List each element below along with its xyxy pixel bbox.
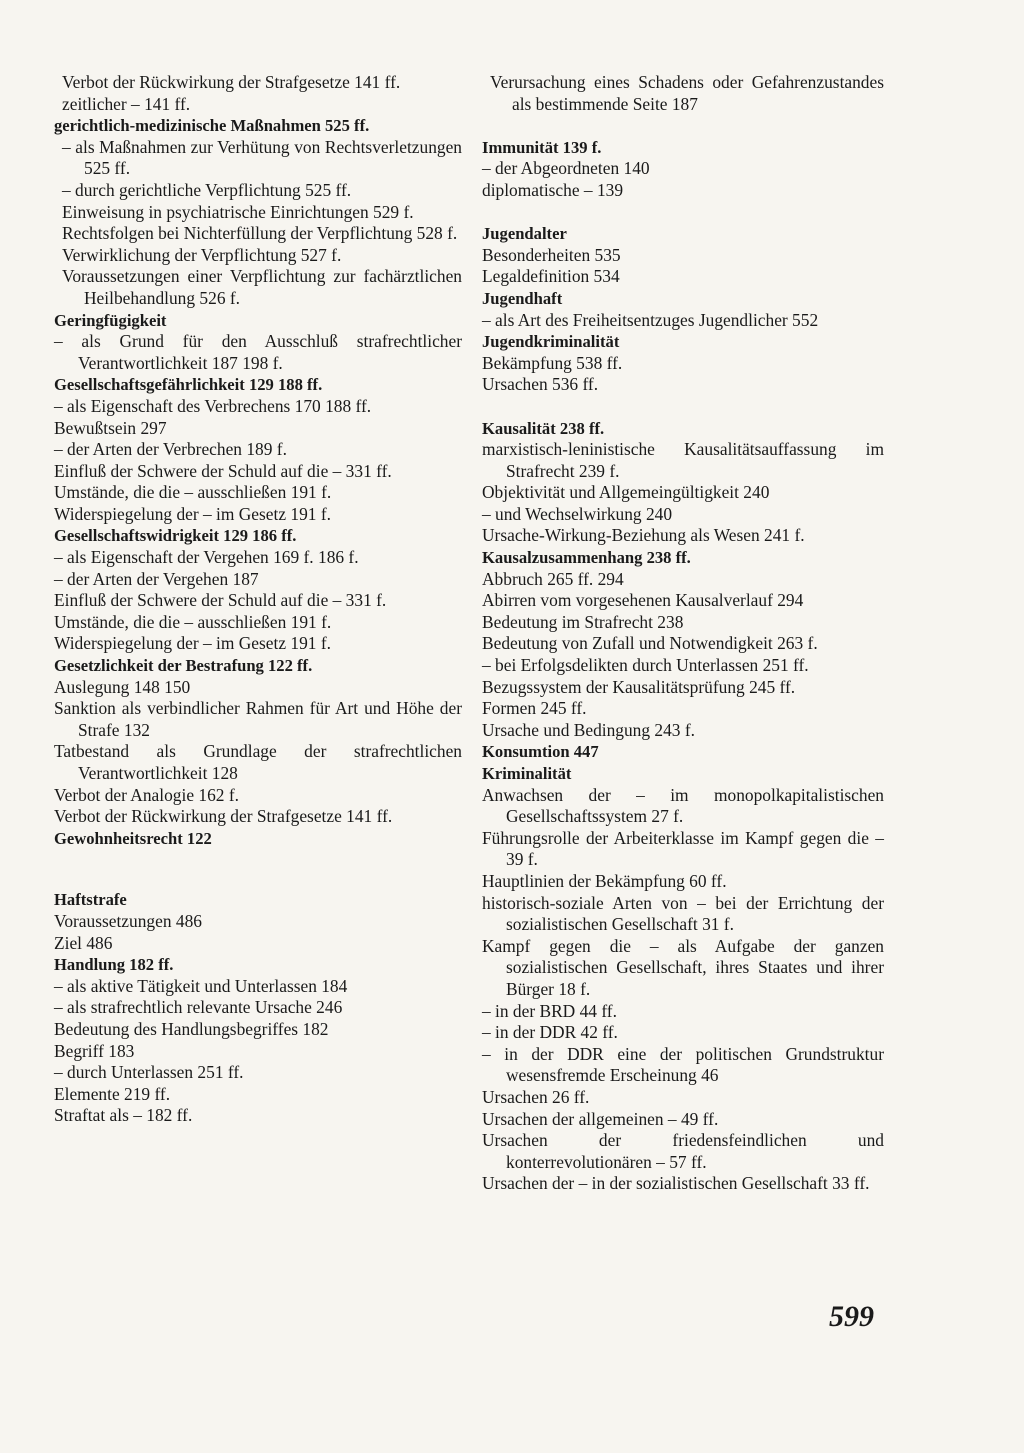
index-entry: Umstände, die die – ausschließen 191 f. — [54, 611, 332, 632]
index-entry: – in der DDR 42 ff. — [482, 1022, 618, 1043]
index-heading: Kausalzusammenhang 238 ff. — [482, 548, 691, 568]
index-entry: Verursachung eines Schadens oder Gefahrenzustandes als bestimmende Seite 187 — [490, 72, 884, 114]
index-entry: – als strafrechtlich relevante Ursache 246 — [54, 997, 343, 1018]
index-entry: marxistisch-leninistische Kausalitätsauffassung im Strafrecht 239 f. — [482, 439, 884, 481]
index-entry: Hauptlinien der Bekämpfung 60 ff. — [482, 870, 727, 891]
index-entry: Umstände, die die – ausschließen 191 f. — [54, 482, 332, 503]
index-entry: Bewußtsein 297 — [54, 417, 167, 438]
index-entry: Ziel 486 — [54, 932, 113, 953]
index-column-right — [482, 72, 884, 1195]
index-entry: – in der BRD 44 ff. — [482, 1000, 617, 1021]
index-entry: Bedeutung des Handlungsbegriffes 182 — [54, 1018, 329, 1039]
index-entry: Ursachen der allgemeinen – 49 ff. — [482, 1108, 719, 1129]
index-heading: Gesellschaftswidrigkeit 129 186 ff. — [54, 526, 297, 546]
index-entry: Elemente 219 ff. — [54, 1083, 171, 1104]
index-heading: Jugendalter — [482, 224, 567, 244]
index-heading: Kriminalität — [482, 764, 572, 783]
index-heading: gerichtlich-medizinische Maßnahmen 525 ff. — [54, 116, 370, 136]
index-entry: – als Eigenschaft der Vergehen 169 f. 186 f. — [54, 547, 359, 568]
index-heading: Konsumtion 447 — [482, 742, 599, 762]
index-entry: Voraussetzungen einer Verpflichtung zur fachärztlichen Heilbehandlung 526 f. — [62, 266, 462, 308]
index-entry: – der Arten der Vergehen 187 — [54, 568, 259, 589]
index-entry: Ursachen 536 ff. — [482, 374, 599, 395]
index-entry: Ursachen 26 ff. — [482, 1086, 590, 1107]
index-entry: Verbot der Rückwirkung der Strafgesetze 141 ff. — [62, 72, 401, 92]
index-entry: Tatbestand als Grundlage der strafrechtlichen Verantwortlichkeit 128 — [54, 741, 462, 783]
index-entry: – als aktive Tätigkeit und Unterlassen 184 — [54, 975, 348, 996]
index-entry: Verwirklichung der Verpflichtung 527 f. — [62, 244, 342, 265]
index-entry: Besonderheiten 535 — [482, 244, 621, 265]
spacer — [482, 202, 884, 224]
index-entry: – bei Erfolgsdelikten durch Unterlassen 251 ff. — [482, 655, 809, 676]
index-heading: Jugendkriminalität — [482, 332, 620, 352]
index-entry: Voraussetzungen 486 — [54, 910, 202, 931]
index-entry: Sanktion als verbindlicher Rahmen für Art und Höhe der Strafe 132 — [54, 698, 462, 740]
index-column-left — [54, 72, 462, 1127]
index-entry: Anwachsen der – im monopolkapitalistischen Gesellschaftssystem 27 f. — [482, 784, 884, 827]
index-heading: Gesellschaftsgefährlichkeit 129 188 ff. — [54, 375, 323, 395]
index-entry: Legaldefinition 534 — [482, 266, 620, 287]
index-entry: Kampf gegen die – als Aufgabe der ganzen sozialistischen Gesellschaft, ihres Staates und ihrer Bürger 18 f. — [482, 935, 884, 999]
index-heading: Gewohnheitsrecht 122 — [54, 828, 212, 848]
index-entry: – als Eigenschaft des Verbrechens 170 188 ff. — [54, 395, 372, 416]
index-entry: Bezugssystem der Kausalitätsprüfung 245 ff. — [482, 676, 796, 697]
index-entry: – durch gerichtliche Verpflichtung 525 ff. — [62, 179, 352, 200]
index-entry: Begriff 183 — [54, 1040, 135, 1061]
index-entry: Abirren vom vorgesehenen Kausalverlauf 294 — [482, 590, 804, 611]
index-entry: diplomatische – 139 — [482, 179, 624, 200]
index-entry: Objektivität und Allgemeingültigkeit 240 — [482, 482, 770, 503]
index-entry: Auslegung 148 150 — [54, 676, 191, 697]
index-entry: – in der DDR eine der politischen Grundstruktur wesensfremde Erscheinung 46 — [482, 1043, 884, 1086]
index-entry: Einfluß der Schwere der Schuld auf die – 331 f. — [54, 590, 387, 611]
index-entry: Ursachen der friedensfeindlichen und konterrevolutionären – 57 ff. — [482, 1130, 884, 1172]
index-entry: Führungsrolle der Arbeiterklasse im Kampf gegen die – 39 f. — [482, 827, 884, 870]
spacer — [54, 849, 462, 889]
index-entry: Bekämpfung 538 ff. — [482, 352, 623, 373]
index-entry: Abbruch 265 ff. 294 — [482, 568, 624, 589]
index-entry: – der Abgeordneten 140 — [482, 158, 650, 179]
index-heading: Geringfügigkeit — [54, 310, 167, 330]
index-entry: Bedeutung von Zufall und Notwendigkeit 263 f. — [482, 633, 818, 654]
spacer — [482, 115, 884, 137]
index-entry: Formen 245 ff. — [482, 698, 587, 719]
index-entry: Ursachen der – in der sozialistischen Gesellschaft 33 ff. — [482, 1173, 870, 1194]
index-entry: Bedeutung im Strafrecht 238 — [482, 611, 684, 632]
index-heading: Immunität 139 f. — [482, 137, 602, 157]
index-entry: – der Arten der Verbrechen 189 f. — [54, 439, 287, 460]
index-entry: – als Maßnahmen zur Verhütung von Rechtsverletzungen 525 ff. — [62, 136, 462, 179]
index-entry: – als Art des Freiheitsentzuges Jugendlicher 552 — [482, 309, 819, 330]
index-entry: – als Grund für den Ausschluß strafrechtlicher Verantwortlichkeit 187 198 f. — [54, 331, 462, 373]
index-entry: Rechtsfolgen bei Nichterfüllung der Verpflichtung 528 f. — [62, 223, 458, 244]
index-entry: Widerspiegelung der – im Gesetz 191 f. — [54, 503, 331, 524]
index-entry: Widerspiegelung der – im Gesetz 191 f. — [54, 633, 331, 654]
index-heading: Haftstrafe — [54, 890, 127, 910]
index-entry: Verbot der Analogie 162 f. — [54, 784, 239, 805]
index-entry: Einweisung in psychiatrische Einrichtungen 529 f. — [62, 201, 414, 222]
index-entry: Ursache und Bedingung 243 f. — [482, 719, 695, 740]
spacer — [482, 396, 884, 418]
index-entry: historisch-soziale Arten von – bei der Errichtung der sozialistischen Gesellschaft 31 f. — [482, 892, 884, 935]
index-entry: – und Wechselwirkung 240 — [482, 503, 673, 524]
index-entry: Einfluß der Schwere der Schuld auf die – 331 ff. — [54, 460, 392, 481]
page-number: 599 — [829, 1300, 874, 1333]
index-entry: Straftat als – 182 ff. — [54, 1105, 193, 1126]
index-entry: Verbot der Rückwirkung der Strafgesetze 141 ff. — [54, 806, 393, 827]
index-entry: Ursache-Wirkung-Beziehung als Wesen 241 f. — [482, 525, 805, 546]
index-entry: – durch Unterlassen 251 ff. — [54, 1062, 244, 1083]
index-heading: Kausalität 238 ff. — [482, 418, 605, 438]
index-heading: Gesetzlichkeit der Bestrafung 122 ff. — [54, 656, 313, 676]
index-entry: zeitlicher – 141 ff. — [62, 93, 191, 114]
index-heading: Handlung 182 ff. — [54, 955, 174, 975]
index-heading: Jugendhaft — [482, 288, 563, 308]
